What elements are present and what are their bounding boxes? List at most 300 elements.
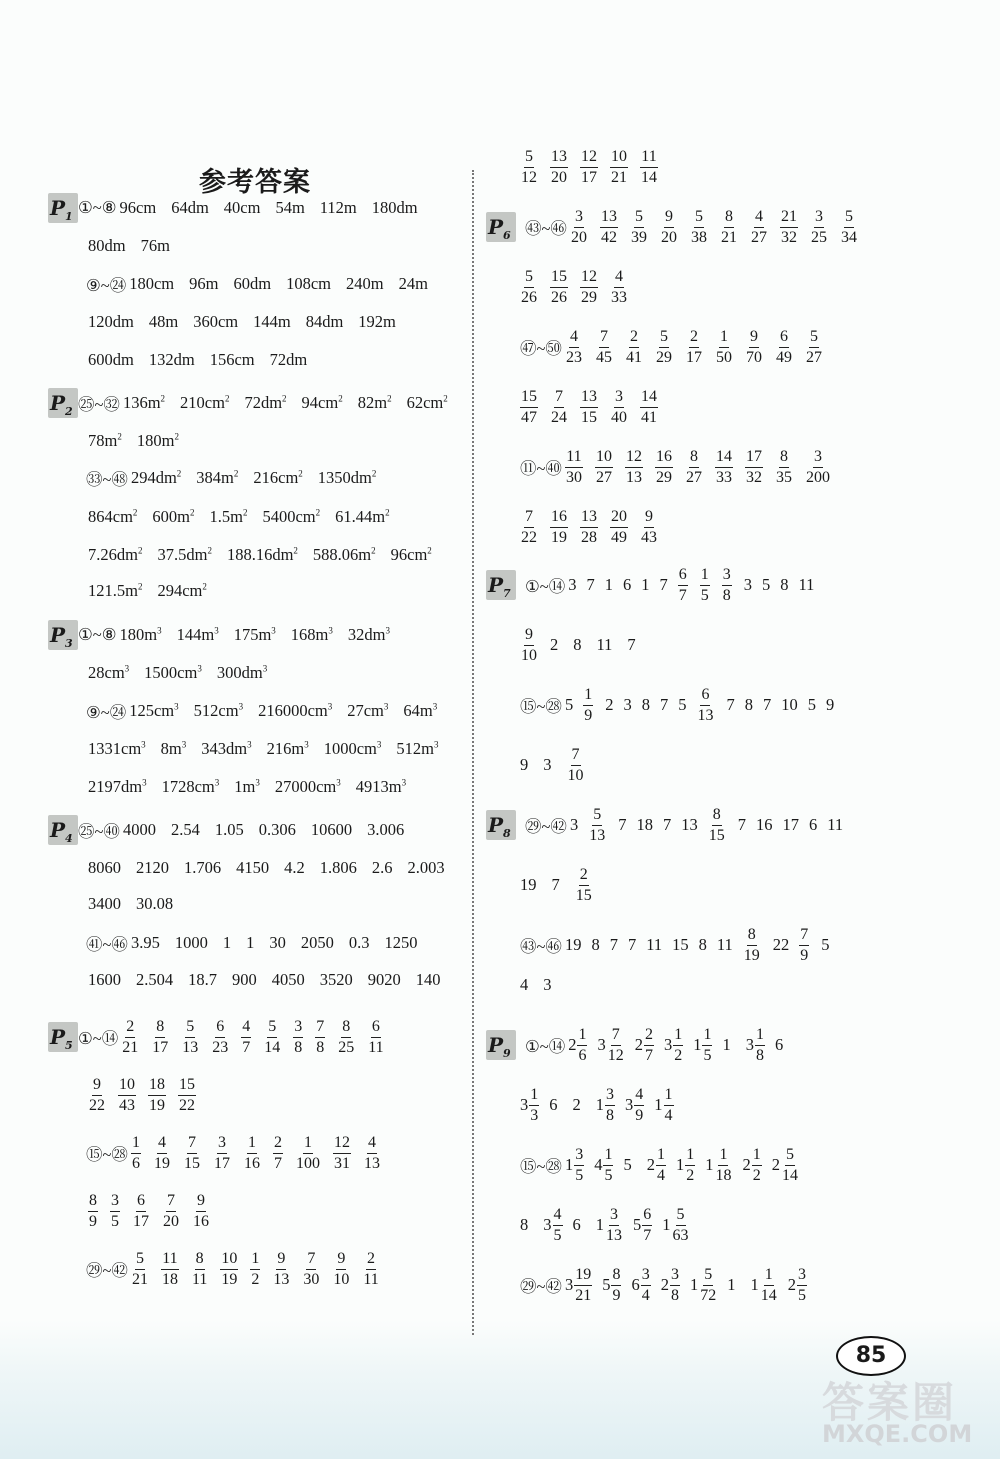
- denominator: 20: [551, 168, 567, 186]
- answer-value: $512cm^3$: [193, 701, 244, 720]
- numerator: 12: [333, 1135, 351, 1154]
- fraction: [702, 1027, 712, 1064]
- question-range: ㊼~㊿: [520, 339, 562, 358]
- numerator: 7: [306, 1251, 316, 1270]
- section-tag-p5: $P_5$: [48, 1022, 78, 1052]
- denominator: 43: [119, 1096, 135, 1114]
- answer-value: 140: [415, 970, 441, 989]
- answer-value: $96cm^2$: [390, 545, 432, 564]
- answer-value: 72dm: [269, 350, 308, 369]
- answer-value: 132dm: [148, 350, 195, 369]
- fraction-answer: [722, 567, 732, 604]
- fraction-answer: [700, 567, 710, 604]
- answer-value: 108cm: [286, 274, 331, 293]
- answer-line: [88, 536, 432, 574]
- question-range: ①~⑭: [525, 577, 566, 596]
- numerator: 5: [185, 1019, 195, 1038]
- numerator: 19: [574, 1267, 592, 1286]
- fraction: [685, 1147, 695, 1184]
- numerator: 9: [196, 1193, 206, 1212]
- answer-value: 8: [573, 635, 582, 654]
- mixed-number-answer: [565, 1147, 584, 1184]
- fraction: [760, 1267, 778, 1304]
- unit-exponent: 2: [202, 581, 207, 592]
- answer-value: 54m: [275, 198, 305, 217]
- denominator: 29: [655, 468, 672, 486]
- answer-value: 4.2: [284, 858, 305, 877]
- whole-part: 1: [595, 1215, 604, 1234]
- denominator: 19: [149, 1096, 165, 1114]
- fraction-answer: [192, 1193, 210, 1230]
- numerator: 4: [367, 1135, 377, 1154]
- fraction-answer: [610, 269, 628, 306]
- answer-value: $294dm^2$: [130, 468, 182, 487]
- numerator: 1: [752, 1147, 762, 1166]
- fraction-answer: [625, 329, 643, 366]
- fraction: [699, 1267, 717, 1304]
- mixed-number-answer: [662, 1207, 689, 1244]
- denominator: 13: [273, 1270, 290, 1288]
- denominator: 7: [273, 1154, 282, 1172]
- answer-value: 1000: [174, 933, 208, 952]
- fraction-answer: [88, 1077, 106, 1114]
- denominator: 7: [643, 1226, 652, 1244]
- numerator: 7: [187, 1135, 197, 1154]
- answer-value: 7: [659, 695, 669, 714]
- answer-value: 2: [605, 695, 614, 714]
- fraction-answer: [655, 329, 673, 366]
- mixed-number-answer: [568, 1027, 587, 1064]
- fraction-answer: [743, 927, 761, 964]
- answer-value: 7: [627, 635, 636, 654]
- answer-value: $180m^3$: [119, 625, 162, 644]
- answer-value: 18: [636, 815, 653, 834]
- numerator: 5: [659, 329, 669, 348]
- answer-value: 3: [568, 575, 577, 594]
- denominator: 8: [755, 1046, 764, 1064]
- fraction: [605, 1207, 623, 1244]
- fraction-answer: [183, 1135, 201, 1172]
- fraction-answer: [799, 927, 809, 964]
- answer-value: 6: [549, 1095, 558, 1114]
- fraction-answer: [696, 687, 714, 724]
- denominator: 14: [781, 1166, 798, 1184]
- unit-exponent: 3: [174, 701, 179, 712]
- denominator: 5: [797, 1286, 806, 1304]
- answer-value: $343dm^3$: [201, 739, 252, 758]
- answer-value: 2050: [300, 933, 334, 952]
- denominator: 4: [664, 1106, 673, 1124]
- numerator: 4: [553, 1207, 563, 1226]
- denominator: 15: [708, 826, 725, 844]
- question-range: ①~⑭: [525, 1037, 566, 1056]
- fraction-answer: [655, 449, 673, 486]
- numerator: 3: [670, 1267, 680, 1286]
- numerator: 3: [574, 209, 584, 228]
- fraction-answer: [570, 209, 588, 246]
- denominator: 13: [606, 1226, 622, 1244]
- unit-exponent: 2: [160, 393, 166, 404]
- mixed-number-answer: [647, 1147, 666, 1184]
- numerator: 7: [611, 1027, 621, 1046]
- denominator: 100: [295, 1154, 320, 1172]
- answer-value: $1000cm^3$: [323, 739, 382, 758]
- answer-value: 11: [646, 935, 663, 954]
- numerator: 7: [599, 329, 609, 348]
- answer-value: 192m: [358, 312, 396, 331]
- fraction-answer: [161, 1251, 179, 1288]
- section-tag-number: 9: [503, 1047, 511, 1060]
- fraction: [574, 1267, 592, 1304]
- denominator: 22: [179, 1096, 195, 1114]
- answer-value: $1.5m^2$: [209, 507, 248, 526]
- answer-value: $1728cm^3$: [161, 777, 220, 796]
- numerator: 4: [614, 269, 624, 288]
- numerator: 6: [779, 329, 789, 348]
- answer-line: [525, 1026, 783, 1064]
- fraction-answer: [250, 1251, 260, 1288]
- answer-line: [88, 1076, 208, 1114]
- answer-value: 5: [564, 695, 574, 714]
- numerator: 14: [715, 449, 733, 468]
- fraction-answer: [550, 149, 568, 186]
- numerator: 9: [664, 209, 674, 228]
- numerator: 6: [642, 1207, 652, 1226]
- fraction-answer: [121, 1019, 139, 1056]
- answer-value: 6: [774, 1035, 784, 1054]
- answer-line: [86, 1250, 392, 1288]
- mixed-number-answer: [631, 1267, 650, 1304]
- answer-value: 48m: [148, 312, 179, 331]
- numerator: 8: [724, 209, 734, 228]
- denominator: 2: [251, 1270, 260, 1288]
- mixed-number-answer: [664, 1027, 683, 1064]
- answer-value: 96m: [189, 274, 219, 293]
- denominator: 13: [363, 1154, 380, 1172]
- numerator: 1: [764, 1267, 774, 1286]
- section-tag-number: 7: [503, 587, 511, 600]
- answer-value: 9: [825, 695, 835, 714]
- answer-value: 3: [569, 815, 579, 834]
- denominator: 24: [551, 408, 567, 426]
- denominator: 15: [575, 886, 592, 904]
- fraction-answer: [293, 1019, 303, 1056]
- denominator: 27: [805, 348, 822, 366]
- denominator: 21: [575, 1286, 592, 1304]
- fraction-answer: [191, 1251, 208, 1288]
- denominator: 13: [589, 826, 606, 844]
- answer-value: 10: [781, 695, 798, 714]
- fraction-answer: [580, 509, 598, 546]
- whole-part: 1: [750, 1275, 759, 1294]
- answer-line: [78, 189, 418, 227]
- unit-exponent: 2: [224, 393, 230, 404]
- denominator: 6: [578, 1046, 587, 1064]
- denominator: 15: [581, 408, 597, 426]
- answer-value: 3: [543, 975, 552, 994]
- mixed-number-answer: [772, 1147, 799, 1184]
- denominator: 7: [242, 1038, 251, 1056]
- question-range: ㉙~㊷: [525, 817, 567, 836]
- whole-part: 5: [633, 1215, 642, 1234]
- answer-value: $2197dm^3$: [88, 777, 147, 796]
- answer-value: 6: [622, 575, 632, 594]
- section-tag-p8: $P_8$: [486, 810, 516, 840]
- denominator: 41: [641, 408, 657, 426]
- answer-value: 18.7: [188, 970, 217, 989]
- denominator: 27: [595, 468, 612, 486]
- section-tag-number: 2: [65, 405, 73, 418]
- fraction: [781, 1147, 799, 1184]
- denominator: 34: [840, 228, 857, 246]
- denominator: 6: [131, 1154, 140, 1172]
- fraction-answer: [332, 1251, 350, 1288]
- fraction-answer: [580, 269, 598, 306]
- denominator: 33: [611, 288, 627, 306]
- numerator: 5: [703, 1267, 713, 1286]
- denominator: 14: [641, 168, 657, 186]
- section-tag-number: 4: [65, 832, 73, 845]
- numerator: 15: [178, 1077, 196, 1096]
- numerator: 14: [640, 389, 658, 408]
- unit-exponent: 3: [255, 777, 260, 788]
- fraction-answer: [315, 1019, 325, 1056]
- answer-value: 7: [659, 575, 668, 594]
- mixed-number-answer: [750, 1267, 777, 1304]
- fraction: [670, 1267, 680, 1304]
- numerator: 5: [694, 209, 704, 228]
- section-tag-p2: $P_2$: [48, 388, 78, 418]
- unit-exponent: 3: [328, 625, 333, 636]
- question-range: ㉕~㉜: [78, 395, 120, 414]
- answer-value: 0.306: [258, 820, 296, 839]
- numerator: 12: [625, 449, 643, 468]
- numerator: 2: [273, 1135, 283, 1154]
- answer-line: [86, 265, 428, 303]
- fraction-answer: [295, 1135, 321, 1172]
- answer-value: $216m^3$: [266, 739, 309, 758]
- fraction: [656, 1147, 666, 1184]
- whole-part: 3: [597, 1035, 606, 1054]
- section-tag-p3: $P_3$: [48, 620, 78, 650]
- unit-exponent: 3: [262, 663, 268, 674]
- answer-line: [88, 498, 390, 536]
- denominator: 22: [89, 1096, 105, 1114]
- answer-line: [88, 849, 445, 887]
- answer-value: 16: [755, 815, 773, 834]
- answer-value: 84dm: [305, 312, 344, 331]
- numerator: 13: [600, 209, 618, 228]
- numerator: 21: [780, 209, 798, 228]
- fraction-answer: [362, 1251, 379, 1288]
- denominator: 21: [720, 228, 737, 246]
- answer-value: 3520: [319, 970, 353, 989]
- numerator: 1: [755, 1027, 765, 1046]
- whole-part: 3: [564, 1275, 574, 1294]
- denominator: 15: [183, 1154, 200, 1172]
- question-range: ①~⑧: [78, 625, 117, 644]
- numerator: 5: [592, 807, 602, 826]
- answer-value: $175m^3$: [233, 625, 276, 644]
- mixed-number-answer: [520, 1087, 539, 1124]
- fraction-answer: [745, 329, 763, 366]
- answer-value: 120dm: [88, 312, 134, 331]
- whole-part: 5: [602, 1275, 611, 1294]
- fraction: [605, 1087, 615, 1124]
- denominator: 2: [686, 1166, 695, 1184]
- answer-line: [88, 303, 396, 341]
- answer-value: 9: [520, 755, 529, 774]
- numerator: 4: [569, 329, 579, 348]
- unit-exponent: 2: [190, 507, 195, 518]
- whole-part: 6: [631, 1275, 640, 1294]
- numerator: 1: [702, 1027, 712, 1046]
- answer-line: [525, 566, 824, 604]
- fraction-answer: [805, 449, 831, 486]
- denominator: 17: [685, 348, 702, 366]
- answer-value: 11: [798, 575, 815, 594]
- numerator: 7: [524, 509, 534, 528]
- numerator: 11: [161, 1251, 178, 1270]
- question-range: ㉕~㊵: [78, 822, 120, 841]
- answer-line: [520, 1146, 809, 1184]
- answer-value: 5: [678, 695, 687, 714]
- fraction-answer: [588, 807, 606, 844]
- numerator: 6: [136, 1193, 146, 1212]
- answer-value: 144m: [253, 312, 291, 331]
- answer-line: [520, 148, 670, 186]
- fraction-answer: [810, 209, 828, 246]
- numerator: 5: [785, 1147, 795, 1166]
- mixed-number-answer: [635, 1027, 654, 1064]
- unit-exponent: 3: [247, 739, 252, 750]
- denominator: 12: [607, 1046, 624, 1064]
- fraction-answer: [715, 449, 733, 486]
- fraction-answer: [181, 1019, 199, 1056]
- numerator: 6: [371, 1019, 381, 1038]
- fraction-answer: [151, 1019, 169, 1056]
- numerator: 1: [673, 1027, 683, 1046]
- fraction-answer: [110, 1193, 120, 1230]
- answer-line: [520, 448, 843, 486]
- unit-exponent: 3: [401, 777, 407, 788]
- whole-part: 2: [742, 1155, 751, 1174]
- answer-value: $82m^2$: [357, 393, 392, 412]
- whole-part: 1: [654, 1095, 663, 1114]
- denominator: 32: [745, 468, 762, 486]
- answer-value: $62cm^2$: [406, 393, 448, 412]
- fraction: [529, 1087, 539, 1124]
- numerator: 8: [155, 1019, 165, 1038]
- answer-value: 4: [520, 975, 529, 994]
- mixed-number-answer: [596, 1207, 623, 1244]
- denominator: 9: [612, 1286, 621, 1304]
- unit-exponent: 3: [336, 777, 341, 788]
- answer-value: $125cm^3$: [129, 701, 179, 720]
- denominator: 19: [153, 1154, 170, 1172]
- numerator: 13: [580, 509, 598, 528]
- fraction-answer: [780, 209, 798, 246]
- denominator: 21: [122, 1038, 139, 1056]
- fraction-answer: [595, 449, 613, 486]
- answer-value: $1331cm^3$: [88, 739, 146, 758]
- numerator: 3: [609, 1207, 619, 1226]
- answer-value: 1.05: [214, 820, 244, 839]
- answer-value: 1: [722, 1035, 731, 1054]
- denominator: 19: [743, 946, 760, 964]
- fraction-answer: [263, 1019, 281, 1056]
- whole-part: 4: [594, 1155, 603, 1174]
- answer-value: 7: [609, 935, 618, 954]
- denominator: 16: [243, 1154, 260, 1172]
- unit-exponent: 2: [385, 507, 390, 518]
- fraction-answer: [131, 1251, 149, 1288]
- fraction-answer: [625, 449, 643, 486]
- numerator: 3: [574, 1147, 584, 1166]
- answer-value: $94cm^2$: [301, 393, 343, 412]
- numerator: 5: [524, 149, 534, 168]
- answer-line: [520, 626, 636, 664]
- answer-value: 3: [623, 695, 632, 714]
- answer-value: 1250: [384, 933, 418, 952]
- whole-part: 1: [595, 1095, 604, 1114]
- numerator: 3: [813, 449, 823, 468]
- denominator: 8: [722, 586, 731, 604]
- unit-exponent: 3: [304, 739, 309, 750]
- denominator: 21: [611, 168, 627, 186]
- answer-value: 80dm: [88, 236, 126, 255]
- numerator: 5: [676, 1207, 686, 1226]
- answer-value: 2: [550, 635, 559, 654]
- denominator: 29: [655, 348, 672, 366]
- fraction-answer: [550, 389, 568, 426]
- answer-value: 40cm: [223, 198, 261, 217]
- numerator: 5: [267, 1019, 277, 1038]
- mixed-number-answer: [565, 1267, 592, 1304]
- unit-exponent: 3: [376, 739, 382, 750]
- answer-value: $7.26dm^2$: [88, 545, 143, 564]
- denominator: 10: [521, 646, 537, 664]
- answer-value: 7: [551, 875, 560, 894]
- denominator: 49: [611, 528, 627, 546]
- answer-value: 2.003: [407, 858, 445, 877]
- denominator: 23: [565, 348, 582, 366]
- denominator: 7: [644, 1046, 653, 1064]
- denominator: 43: [641, 528, 657, 546]
- answer-line: [520, 1206, 700, 1244]
- answer-line: [520, 966, 552, 1004]
- mixed-number-answer: [597, 1027, 624, 1064]
- numerator: 4: [241, 1019, 251, 1038]
- fraction-answer: [583, 687, 593, 724]
- denominator: 26: [551, 288, 567, 306]
- denominator: 18: [161, 1270, 178, 1288]
- denominator: 12: [521, 168, 537, 186]
- numerator: 1: [656, 1147, 666, 1166]
- denominator: 70: [745, 348, 762, 366]
- mixed-number-answer: [625, 1087, 644, 1124]
- numerator: 3: [797, 1267, 807, 1286]
- denominator: 45: [595, 348, 612, 366]
- answer-value: $27cm^3$: [347, 701, 389, 720]
- fraction-answer: [241, 1019, 251, 1056]
- mixed-number-answer: [693, 1027, 712, 1064]
- fraction-answer: [520, 269, 538, 306]
- answer-value: $32dm^3$: [347, 625, 390, 644]
- numerator: 1: [583, 687, 593, 706]
- answer-line: [88, 1192, 222, 1230]
- answer-value: 7: [762, 695, 772, 714]
